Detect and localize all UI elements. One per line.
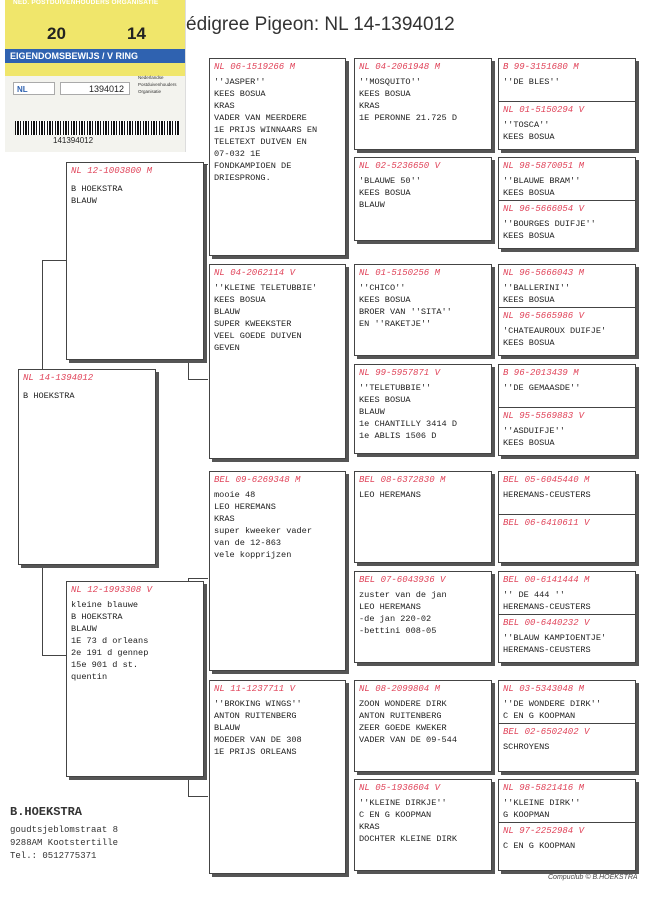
grandparent-box: BEL 09-6269348 M mooie 48 LEO HEREMANS KRAS super kweeker vader van de 12-863 vele kopprijzen — [209, 471, 346, 671]
subject-ring-number: NL 14-1394012 — [23, 373, 94, 383]
connector — [42, 565, 43, 655]
dam-ring-number: NL 12-1993308 V — [71, 585, 153, 595]
page-title: édigree Pigeon: NL 14-1394012 — [186, 14, 455, 35]
grandparent-box: NL 11-1237711 V ''BROKING WINGS'' ANTON RUITENBERG BLAUW MOEDER VAN DE 308 1E PRIJS ORLEANS — [209, 680, 346, 874]
connector — [188, 796, 208, 797]
divider — [499, 723, 635, 724]
ring-year-left: 20 — [47, 24, 66, 43]
grandparent-box: NL 04-2062114 V ''KLEINE TELETUBBIE' KEES BOSUA BLAUW SUPER KWEEKSTER VEEL GOEDE DUIVEN GEVEN — [209, 264, 346, 459]
subject-box: NL 14-1394012 B HOEKSTRA — [18, 369, 156, 565]
owner-address: goudtsjeblomstraat 8 — [10, 825, 119, 835]
great-grandparent-box: NL 02-5236650 V 'BLAUWE 50'' KEES BOSUA BLAUW — [354, 157, 492, 241]
ring-band: EIGENDOMSBEWIJS / V RING — [5, 49, 185, 63]
gen5-box: NL 03-5343048 M ''DE WONDERE DIRK'' C EN G KOOPMAN BEL 02-6502402 V SCHROYENS — [498, 680, 636, 772]
divider — [499, 307, 635, 308]
gen5-box: NL 96-5666043 M ''BALLERINI'' KEES BOSUA NL 96-5665986 V 'CHATEAUROUX DUIFJE' KEES BOSUA — [498, 264, 636, 356]
ring-legend: Nederlandse Postduivenhouders Organisatie — [138, 75, 177, 95]
gen5-box: NL 98-5870051 M ''BLAUWE BRAM'' KEES BOSUA NL 96-5666054 V ''BOURGES DUIFJE'' KEES BOSUA — [498, 157, 636, 249]
great-grandparent-box: BEL 07-6043936 V zuster van de jan LEO HEREMANS -de jan 220-02 -bettini 008-05 — [354, 571, 492, 663]
divider — [499, 101, 635, 102]
ring-card-background — [5, 0, 185, 76]
connector — [42, 260, 43, 370]
great-grandparent-box: NL 08-2099804 M ZOON WONDERE DIRK ANTON RUITENBERG ZEER GOEDE KWEKER VADER VAN DE 09-544 — [354, 680, 492, 772]
great-grandparent-box: BEL 08-6372830 M LEO HEREMANS — [354, 471, 492, 563]
grandparent-box: NL 06-1519266 M ''JASPER'' KEES BOSUA KRAS VADER VAN MEERDERE 1E PRIJS WINNAARS EN TELETEXT DUIVEN EN 07-032 1E FONDKAMPIOEN DE DRIESPRONG. — [209, 58, 346, 256]
sire-box: NL 12-1003800 M B HOEKSTRA BLAUW — [66, 162, 204, 360]
ring-organisation: NED. POSTDUIVENHOUDERS ORGANISATIE — [13, 0, 159, 6]
divider — [499, 822, 635, 823]
ring-card — [5, 0, 186, 152]
owner-block — [10, 806, 118, 863]
ring-year-right: 14 — [127, 24, 146, 43]
connector — [188, 379, 208, 380]
sire-ring-number: NL 12-1003800 M — [71, 166, 153, 176]
gen5-box: B 96-2013439 M ''DE GEMAASDE'' NL 95-5569883 V ''ASDUIFJE'' KEES BOSUA — [498, 364, 636, 456]
great-grandparent-box: NL 99-5957871 V ''TELETUBBIE'' KEES BOSUA BLAUW 1e CHANTILLY 3414 D 1e ABLIS 1506 D — [354, 364, 492, 454]
great-grandparent-box: NL 05-1936604 V ''KLEINE DIRKJE'' C EN G KOOPMAN KRAS DOCHTER KLEINE DIRK — [354, 779, 492, 871]
owner-city: 9288AM Kootstertille — [10, 838, 119, 848]
divider — [499, 514, 635, 515]
divider — [499, 407, 635, 408]
great-grandparent-box: NL 04-2061948 M ''MOSQUITO'' KEES BOSUA KRAS 1E PERONNE 21.725 D — [354, 58, 492, 150]
dam-box: NL 12-1993308 V kleine blauwe B HOEKSTRA BLAUW 1E 73 d orleans 2e 191 d gennep 15e 901 d st. quentin — [66, 581, 204, 777]
gen5-box: NL 98-5821416 M ''KLEINE DIRK'' G KOOPMAN NL 97-2252984 V C EN G KOOPMAN — [498, 779, 636, 871]
gen5-box: B 99-3151680 M ''DE BLES'' NL 01-5150294 V ''TOSCA'' KEES BOSUA — [498, 58, 636, 150]
gen5-box: BEL 05-6045440 M HEREMANS-CEUSTERS BEL 06-6410611 V — [498, 471, 636, 563]
ring-country: NL — [13, 82, 55, 95]
footer-credit: Compuclub © B.HOEKSTRA — [548, 874, 638, 881]
divider — [499, 614, 635, 615]
connector — [188, 578, 208, 579]
ring-number: 1394012 — [60, 82, 130, 95]
divider — [499, 200, 635, 201]
owner-phone: Tel.: 0512775371 — [10, 851, 97, 861]
connector — [42, 260, 67, 261]
great-grandparent-box: NL 01-5150256 M ''CHICO'' KEES BOSUA BROER VAN ''SITA'' EN ''RAKETJE'' — [354, 264, 492, 356]
gen5-box: BEL 00-6141444 M '' DE 444 '' HEREMANS-CEUSTERS BEL 00-6440232 V ''BLAUW KAMPIOENTJE' HEREMANS-CEUSTERS — [498, 571, 636, 663]
barcode — [15, 121, 180, 135]
barcode-text: 141394012 — [53, 136, 94, 145]
connector — [42, 655, 67, 656]
owner-name: B.HOEKSTRA — [10, 805, 83, 819]
